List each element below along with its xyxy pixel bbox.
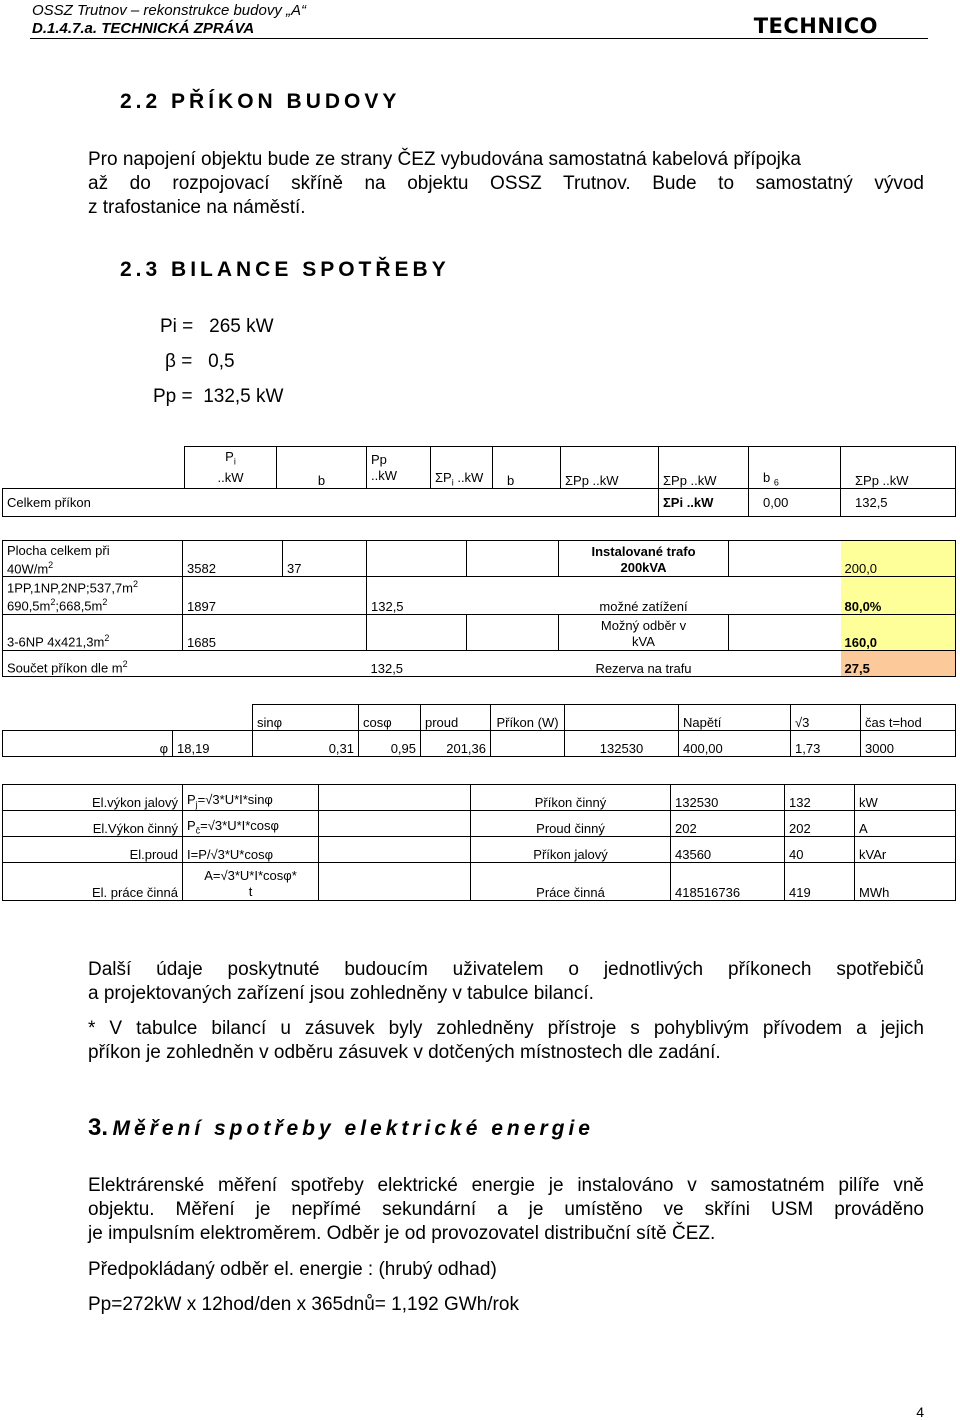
company-logo: TECHNICO [753,14,878,38]
table-header-row [3,447,956,489]
section-3-heading: 3. Měření spotřeby elektrické energie [88,1114,594,1141]
column-header-sum-pp-1: ΣPp ..kW [561,447,659,489]
power-summary-table [2,446,956,517]
quantity-value: 43560 [671,837,785,863]
column-header-power: Příkon (W) [491,705,565,731]
quantity-name: Příkon jalový [471,837,671,863]
paragraph-line: Pro napojení objektu bude ze strany ČEZ vybudována samostatná kabelová přípojka [88,149,801,170]
table-row [3,489,956,517]
floors-1-power: 132,5 [367,577,467,615]
power-value: 132530 [565,731,679,757]
column-header-pi: $P_i$ ..kW [185,447,277,489]
column-header-b: b [277,447,367,489]
column-header-sum-pp-2: ΣPp ..kW [659,447,749,489]
formulas-table [2,784,956,901]
quantity-name: Práce činná [471,863,671,901]
row-label-sum: Součet příkon dle $m^2$ [3,650,183,676]
column-header-sum-pp-3: ΣPp ..kW [841,447,956,489]
table-row [3,577,956,615]
quantity-unit: A [855,811,956,837]
row-label-area: Plocha celkem při $40W/m^2$ [3,541,183,577]
document-header [32,2,306,38]
area-value-2: 37 [283,541,367,577]
possible-load-value: 80,0% [841,577,956,615]
sum-power: 132,5 [367,650,467,676]
paragraph-line: až do rozpojovací skříně na objektu OSSZ Trutnov. Bude to samostatný vývod [88,173,924,194]
quantity-unit: MWh [855,863,956,901]
electrical-params-table [2,704,956,757]
quantity-rounded: 40 [785,837,855,863]
notes-paragraph-2: * V tabulce bilancí u zásuvek byly zohledněny přístroje s pohyblivým přívodem a jejich příkon je zohledněn v odběru zásuvek v dotčených místnostech dle zadání. [88,1018,924,1063]
phi-value: 18,19 [173,731,253,757]
quantity-name: Proud činný [471,811,671,837]
column-header-voltage: Napětí [679,705,791,731]
cos-value: 0,95 [359,731,421,757]
total-value-2: 132,5 [841,489,956,517]
column-header-pp: Pp ..kW [367,447,431,489]
possible-draw-label: Možný odběr v kVA [559,614,729,650]
formula: A=√3*U*I*cosφ* t [183,863,319,901]
row-label-floors-1: $1PP,1NP,2NP;537,7m^2$ $690,5m^2;668,5m^2$ [3,577,183,615]
formula: $P_č=√3*U*I*\cos\varphi$ [183,811,319,837]
reserve-value: 27,5 [841,650,956,676]
quantity-name: Příkon činný [471,785,671,811]
section-2-3-heading: 2.3 BILANCE SPOTŘEBY [120,258,450,281]
floors-1-value: 1897 [183,577,283,615]
row-label: El.Výkon činný [3,811,183,837]
column-header-b6: b $_6$ [749,447,841,489]
table-row [3,541,956,577]
pi-line: Pi = 265 kW [160,316,274,337]
quantity-value: 418516736 [671,863,785,901]
quantity-rounded: 132 [785,785,855,811]
column-header-sum-pi: $\Sigma P_i$ ..kW [431,447,493,489]
quantity-unit: kW [855,785,956,811]
current-value: 201,36 [421,731,491,757]
row-label: El. práce činná [3,863,183,901]
table-row [3,731,956,757]
column-header-cos: cosφ [359,705,421,731]
table-row [3,837,956,863]
quantity-value: 132530 [671,785,785,811]
column-header-b2: b [493,447,561,489]
area-load-table [2,540,956,677]
quantity-value: 202 [671,811,785,837]
header-divider [30,38,928,39]
formula: $P_j=√3*U*I*\sin\varphi$ [183,785,319,811]
pp-line: Pp = 132,5 kW [153,386,284,407]
installed-transformer: Instalované trafo 200kVA [559,541,729,577]
sum-pi-label: ΣPi ..kW [659,489,749,517]
area-value: 3582 [183,541,283,577]
time-value: 3000 [861,731,956,757]
column-header-time: čas t=hod [861,705,956,731]
quantity-unit: kVAr [855,837,956,863]
possible-load-label: možné zatížení [559,577,729,615]
page-number: 4 [916,1404,924,1420]
header-document-code: D.1.4.7.a. TECHNICKÁ ZPRÁVA [32,20,255,37]
section-3-paragraph: Elektrárenské měření spotřeby elektrické energie je instalováno v samostatném pilíře vně objektu. Měření je nepřímé sekundární a je umístěno ve skříni USM prováděno je impulsním elektroměrem. Odběr je od provozovatel distribuční sítě ČEZ. [88,1175,924,1244]
table-row [3,614,956,650]
transformer-value: 200,0 [841,541,956,577]
paragraph-line: z trafostanice na náměstí. [88,197,306,218]
table-row [3,650,956,676]
row-label-total: Celkem příkon [3,489,185,517]
table-header-row [3,705,956,731]
table-row [3,863,956,901]
expected-consumption-label: Předpokládaný odběr el. energie : (hrubý odhad) [88,1259,497,1280]
row-label: El.výkon jalový [3,785,183,811]
floors-2-value: 1685 [183,614,283,650]
row-label: El.proud [3,837,183,863]
sin-value: 0,31 [253,731,359,757]
total-value-1: 0,00 [749,489,841,517]
quantity-rounded: 419 [785,863,855,901]
sqrt3-value: 1,73 [791,731,861,757]
quantity-rounded: 202 [785,811,855,837]
table-row [3,811,956,837]
column-header-current: proud [421,705,491,731]
row-label-floors-2: 3-6NP $4x421,3m^2$ [3,614,183,650]
section-2-2-paragraph [88,148,924,220]
table-row [3,785,956,811]
beta-line: β = 0,5 [165,351,235,372]
expected-consumption-value: Pp=272kW x 12hod/den x 365dnů= 1,192 GWh/rok [88,1294,519,1315]
column-header-sqrt3: √3 [791,705,861,731]
header-project-title: OSSZ Trutnov – rekonstrukce budovy „A“ [32,2,306,19]
column-header-sin: sinφ [253,705,359,731]
phi-label: φ [3,731,173,757]
voltage-value: 400,00 [679,731,791,757]
reserve-label: Rezerva na trafu [559,650,729,676]
formula: I=P/√3*U*cosφ [183,837,319,863]
notes-paragraph-1: Další údaje poskytnuté budoucím uživatelem o jednotlivých příkonech spotřebičů a projektovaných zařízení jsou zohledněny v tabulce bilancí. [88,959,924,1004]
possible-draw-value: 160,0 [841,614,956,650]
section-2-2-heading: 2.2 PŘÍKON BUDOVY [120,90,401,113]
